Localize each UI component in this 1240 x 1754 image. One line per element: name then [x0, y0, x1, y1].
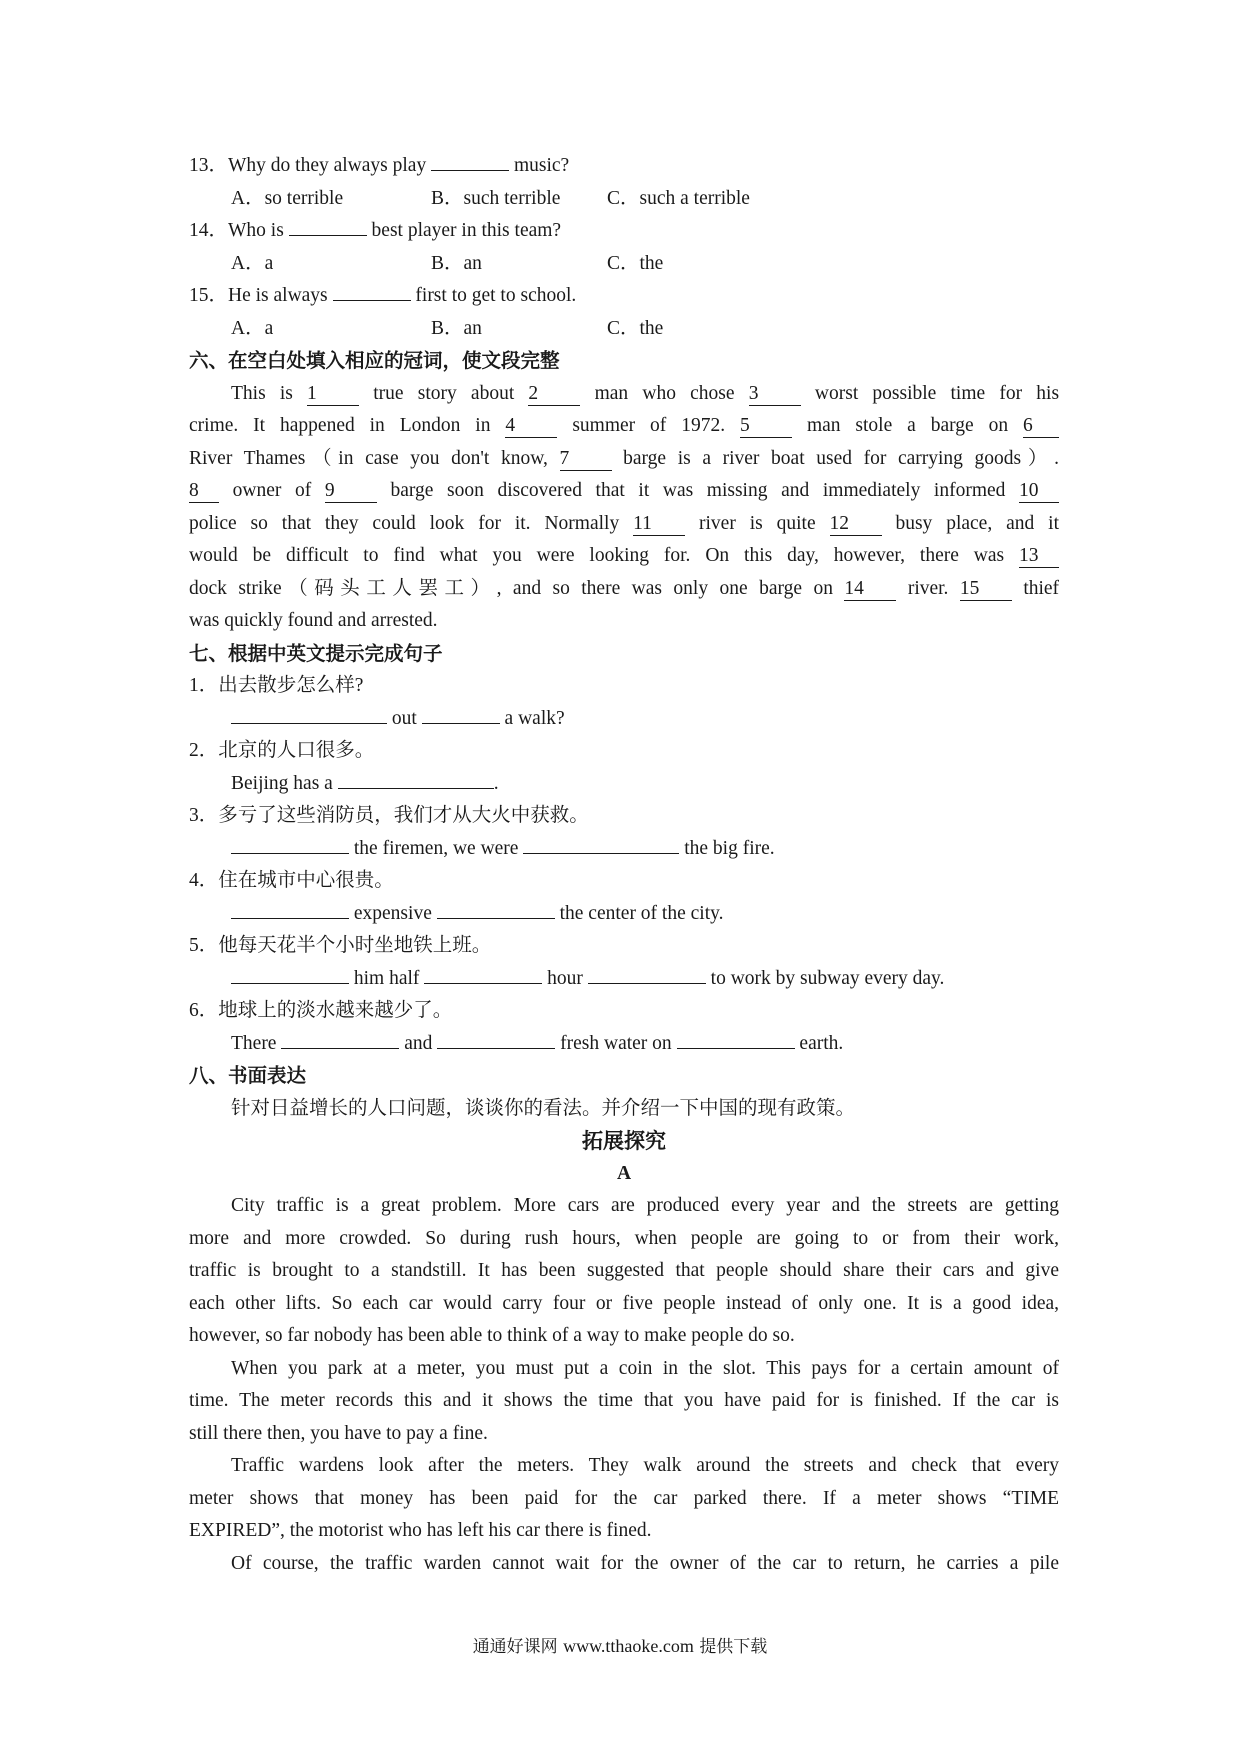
cloze-blank-12: 12: [830, 513, 882, 536]
answer-blank: [523, 853, 679, 854]
answer-blank: [338, 788, 494, 789]
translation-item-2: 2．北京的人口很多。 Beijing has a .: [189, 740, 499, 794]
answer-blank: [431, 170, 509, 171]
answer-blank: [289, 235, 367, 236]
cloze-blank-13: 13: [1019, 545, 1059, 568]
option-b: B．an: [431, 317, 482, 339]
worksheet-page: [189, 150, 1059, 1580]
cloze-blank-4: 4: [505, 415, 557, 438]
mc-question-13: 13．Why do they always play music? A．so terrible B．such terrible C．such a terrible: [189, 150, 1059, 215]
extension-title: 拓展探究: [582, 1129, 666, 1153]
cloze-blank-2: 2: [528, 383, 580, 406]
cloze-line: crime. It happened in London in 4 summer of 1972. 5 man stole a barge on 6: [189, 410, 1059, 443]
cloze-blank-3: 3: [749, 383, 801, 406]
section-6-heading: 六、在空白处填入相应的冠词，使文段完整: [189, 349, 560, 372]
option-b: B．such terrible: [431, 187, 561, 209]
cloze-line: River Thames（in case you don't know, 7 barge is a river boat used for carrying goods）.: [189, 447, 1060, 469]
mc-question-14: 14．Who is best player in this team? A．a B．an C．the: [189, 215, 1059, 280]
option-c: C．such a terrible: [607, 187, 750, 209]
mc-question-15: 15．He is always first to get to school. A．a B．an C．the: [189, 280, 1059, 345]
passage-paragraph-2: When you park at a meter, you must put a coin in the slot. This pays for a certain amount of time. The meter records this and it shows the time that you have paid for is finished. If the car is still there then, you have to pay a fine.: [189, 1357, 1059, 1444]
cloze-blank-15: 15: [960, 578, 1012, 601]
passage-paragraph-1: City traffic is a great problem. More cars are produced every year and the streets are getting more and more crowded. So during rush hours, when people are going to or from their work, traffic is brought to a standstill. It has been suggested that people should share their cars and give each other lifts. So each car would carry four or five people instead of only one. It is a good idea, however, so far nobody has been able to think of a way to make people do so.: [189, 1195, 1059, 1346]
answer-blank: [231, 853, 349, 854]
passage-paragraph-3: Traffic wardens look after the meters. They walk around the streets and check that every meter shows that money has been paid for the car parked there. If a meter shows “TIME EXPIRED”, the motorist who has left his car there is fined.: [189, 1455, 1059, 1541]
cloze-blank-5: 5: [740, 415, 792, 438]
passage-paragraph-4: Of course, the traffic warden cannot wait for the owner of the car to return, he carries a pile: [231, 1552, 1059, 1574]
cloze-line: This is 1 true story about 2 man who chose 3 worst possible time for his: [231, 382, 1060, 404]
translation-item-1: 1．出去散步怎么样? out a walk?: [189, 675, 565, 729]
cloze-blank-14: 14: [844, 578, 896, 601]
translation-item-6: 6．地球上的淡水越来越少了。 There and fresh water on earth.: [189, 1000, 844, 1054]
answer-blank: [231, 918, 349, 919]
cloze-blank-11: 11: [633, 513, 685, 536]
answer-blank: [437, 1048, 555, 1049]
footer-link[interactable]: www.tthaoke.com: [563, 1636, 694, 1656]
answer-blank: [437, 918, 555, 919]
option-a: A．a: [231, 252, 274, 274]
cloze-blank-6: 6: [1023, 415, 1059, 438]
cloze-line: was quickly found and arrested.: [189, 610, 438, 631]
translation-item-4: 4．住在城市中心很贵。 expensive the center of the city.: [189, 870, 724, 924]
answer-blank: [677, 1048, 795, 1049]
answer-blank: [281, 1048, 399, 1049]
cloze-line: 8 owner of 9 barge soon discovered that it was missing and immediately informed 10: [189, 475, 1059, 508]
answer-blank: [424, 983, 542, 984]
cloze-line: police so that they could look for it. Normally 11 river is quite 12 busy place, and it: [189, 512, 1060, 534]
translation-item-5: 5．他每天花半个小时坐地铁上班。 him half hour to work by subway every day.: [189, 935, 945, 989]
answer-blank: [333, 300, 411, 301]
option-b: B．an: [431, 252, 482, 274]
option-a: A．so terrible: [231, 187, 344, 209]
cloze-line: would be difficult to find what you were looking for. On this day, however, there was 13: [189, 540, 1059, 573]
section-7-heading: 七、根据中英文提示完成句子: [189, 641, 443, 665]
option-c: C．the: [607, 252, 664, 274]
option-c: C．the: [607, 317, 664, 339]
cloze-blank-9: 9: [325, 480, 377, 503]
cloze-blank-10: 10: [1019, 480, 1059, 503]
answer-blank: [231, 723, 387, 724]
answer-blank: [422, 723, 500, 724]
cloze-blank-8: 8: [189, 480, 219, 503]
cloze-line: dock strike（码头工人罢工）, and so there was only one barge on 14 river. 15 thief: [189, 577, 1060, 599]
cloze-blank-7: 7: [560, 448, 612, 471]
translation-item-3: 3．多亏了这些消防员，我们才从大火中获救。 the firemen, we were the big fire.: [189, 805, 775, 859]
option-a: A．a: [231, 317, 274, 339]
page-footer: 通通好课网 www.tthaoke.com 提供下载: [472, 1636, 768, 1657]
cloze-passage: [189, 378, 1059, 638]
writing-prompt: 针对日益增长的人口问题，谈谈你的看法。并介绍一下中国的现有政策。: [231, 1097, 856, 1119]
answer-blank: [231, 983, 349, 984]
passage-label: A: [616, 1162, 632, 1184]
cloze-blank-1: 1: [307, 383, 359, 406]
section-8-heading: 八、书面表达: [189, 1064, 307, 1087]
answer-blank: [588, 983, 706, 984]
